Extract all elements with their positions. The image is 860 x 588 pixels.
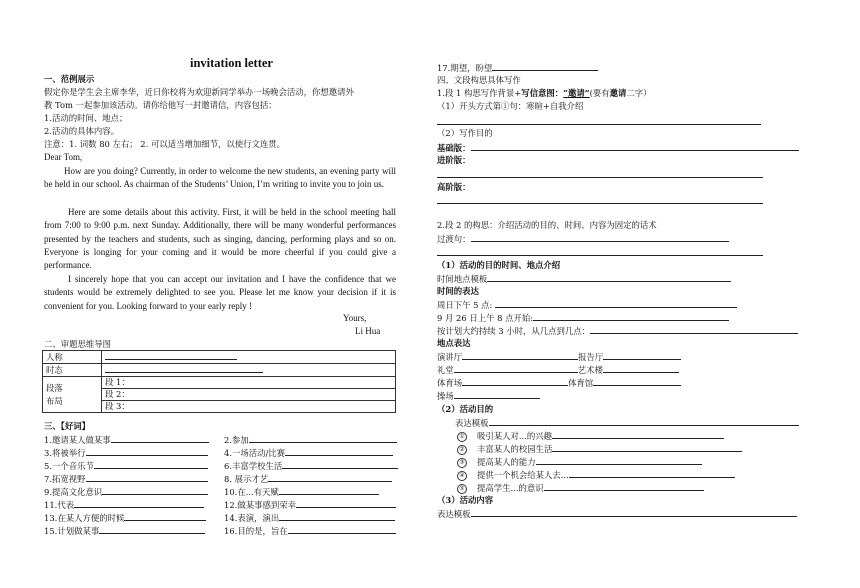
number-circle-icon: ② [457,445,467,455]
seg1-instruction: 1.段 1 构思写作背景+写信意图：“邀请”(要有邀请二字） [437,88,652,98]
time-example-2: 9 月 26 日上午 8 点开始: [437,312,729,324]
tense-label: 时态 [43,364,102,377]
person-label: 人称 [43,351,102,364]
word-item: 1.邀请某人做某事 [44,434,209,446]
letter-paragraph-1: How are you doing? Currently, in order to welcome the new students, an evening party will be held in our school. As chairman of the Students’ Union, I’m writing to invite you to join us. [44,166,396,190]
note-line: 注意：1. 词数 80 左右； 2. 可以适当增加细节，以使行文连贯。 [44,139,285,149]
answer-line [437,255,763,256]
subsection-1: （1）活动的目的时间、地点介绍 [437,260,561,270]
time-example-3: 按计划大约持续 3 小时，从几点到几点： [437,325,798,337]
number-circle-icon: ④ [457,471,467,481]
word-item: 9.提高文化意识 [44,486,208,498]
purpose-item: ② 丰富某人的校园生活 [457,443,742,455]
transition-sentence: 过渡句： [437,233,729,245]
tense-cell [102,364,396,377]
salutation: Dear Tom, [44,152,83,162]
place-row-4: 操场 [437,390,540,402]
closing-yours: Yours, [343,313,367,323]
time-example-1: 周日下午 5 点: [437,299,737,311]
page-title: invitation letter [190,56,273,70]
section-heading-1: 一、范例展示 [44,74,95,84]
place-row-1: 演讲厅 报告厅 [437,351,681,363]
place-expression-heading: 地点表达 [437,338,471,348]
number-circle-icon: ③ [457,458,467,468]
mind-map-table [42,350,396,413]
place-row-3: 体育场 体育馆 [437,377,681,389]
high-version: 高阶版： [437,182,471,192]
para-1-cell: 段 1： [102,377,396,389]
purpose-item: ① 吸引某人对...的兴趣 [457,430,724,442]
word-item: 2.参加 [224,434,397,446]
answer-line [437,124,761,125]
word-item: 11.代表 [44,499,204,511]
word-item: 3.将被举行 [44,447,208,459]
word-item: 4.一场活动/比赛 [224,447,393,459]
word-item: 12.做某事感到荣幸 [224,499,396,511]
requirement-2: 2.活动的具体内容。 [44,126,119,136]
place-row-2: 礼堂 艺术楼 [437,364,679,376]
word-item: 16.目的是，旨在 [224,525,396,537]
time-expression-heading: 时间的表达 [437,286,479,296]
word-item: 13.在某人方便的时候 [44,512,206,524]
letter-paragraph-2: Here are some details about this activity. First, it will be held in the school meeting hall from 7:00 to 9:00 p.m. next Sunday. Additionally, there will be many wonderful performances presented by the teachers and students, such as singing, dancing, performing plays and so on. Everyone is longing for your coming and it would be more cheerful if you could give a performance. [44,207,396,271]
person-cell [102,351,396,364]
word-17: 17.期望，盼望 [437,62,598,74]
word-item: 6.丰富学校生活 [224,460,398,472]
signature-name: Li Hua [355,326,381,336]
word-item: 7.拓宽视野 [44,473,208,485]
word-item: 15.计划做某事 [44,525,205,537]
purpose-template: 表达模板 [455,417,799,429]
para-2-cell: 段 2： [102,389,396,401]
answer-line [437,177,763,178]
number-circle-icon: ① [457,432,467,442]
requirement-1: 1.活动的时间、地点； [44,113,128,123]
para-3-cell: 段 3： [102,401,396,413]
word-item: 14.表演，演出 [224,512,395,524]
time-place-template: 时间地点模板 [437,273,731,285]
basic-version: 基础版： [437,142,799,154]
seg2-instruction: 2.段 2 的构思：介绍活动的目的、时间、内容为固定的话术 [437,220,657,230]
content-template: 表达模板 [437,508,797,520]
prompt-line-1: 假定你是学生会主席李华，近日你校将为欢迎新同学举办一场晚会活动，你想邀请外 [44,87,354,97]
answer-line [437,203,763,204]
word-item: 5.一个音乐节 [44,460,208,472]
purpose-item: ③ 提高某人的能力 [457,456,702,468]
purpose-item: ④ 提供一个机会给某人去... [457,469,735,481]
section-heading-3: 三、【好词】 [44,421,91,431]
prompt-line-2: 教 Tom 一起参加该活动。请你给他写一封邀请信，内容包括： [44,100,277,110]
word-item: 10.在...有天赋 [224,486,379,498]
subsection-3: （3）活动内容 [437,495,494,505]
opening-method: （1）开头方式第①句：寒暄+自我介绍 [437,101,584,111]
section-heading-2: 二、审题思维导图 [44,339,111,349]
subsection-2: （2）活动目的 [437,404,494,414]
section-heading-4: 四、文段构思具体写作 [437,75,521,85]
letter-paragraph-3: I sincerely hope that you can accept our invitation and I have the confidence that we students would be extremely delighted to see you. Please let me know your decision if it is convenient for you. Looking forward to your early reply ! [44,274,396,311]
word-item: 8. 展示才艺 [224,473,392,485]
number-circle-icon: ⑤ [457,484,467,494]
layout-label: 段落 布局 [43,377,102,413]
writing-purpose: （2）写作目的 [437,128,493,138]
advanced-version: 进阶版： [437,155,471,165]
purpose-item: ⑤ 提高学生...的意识 [457,482,704,494]
